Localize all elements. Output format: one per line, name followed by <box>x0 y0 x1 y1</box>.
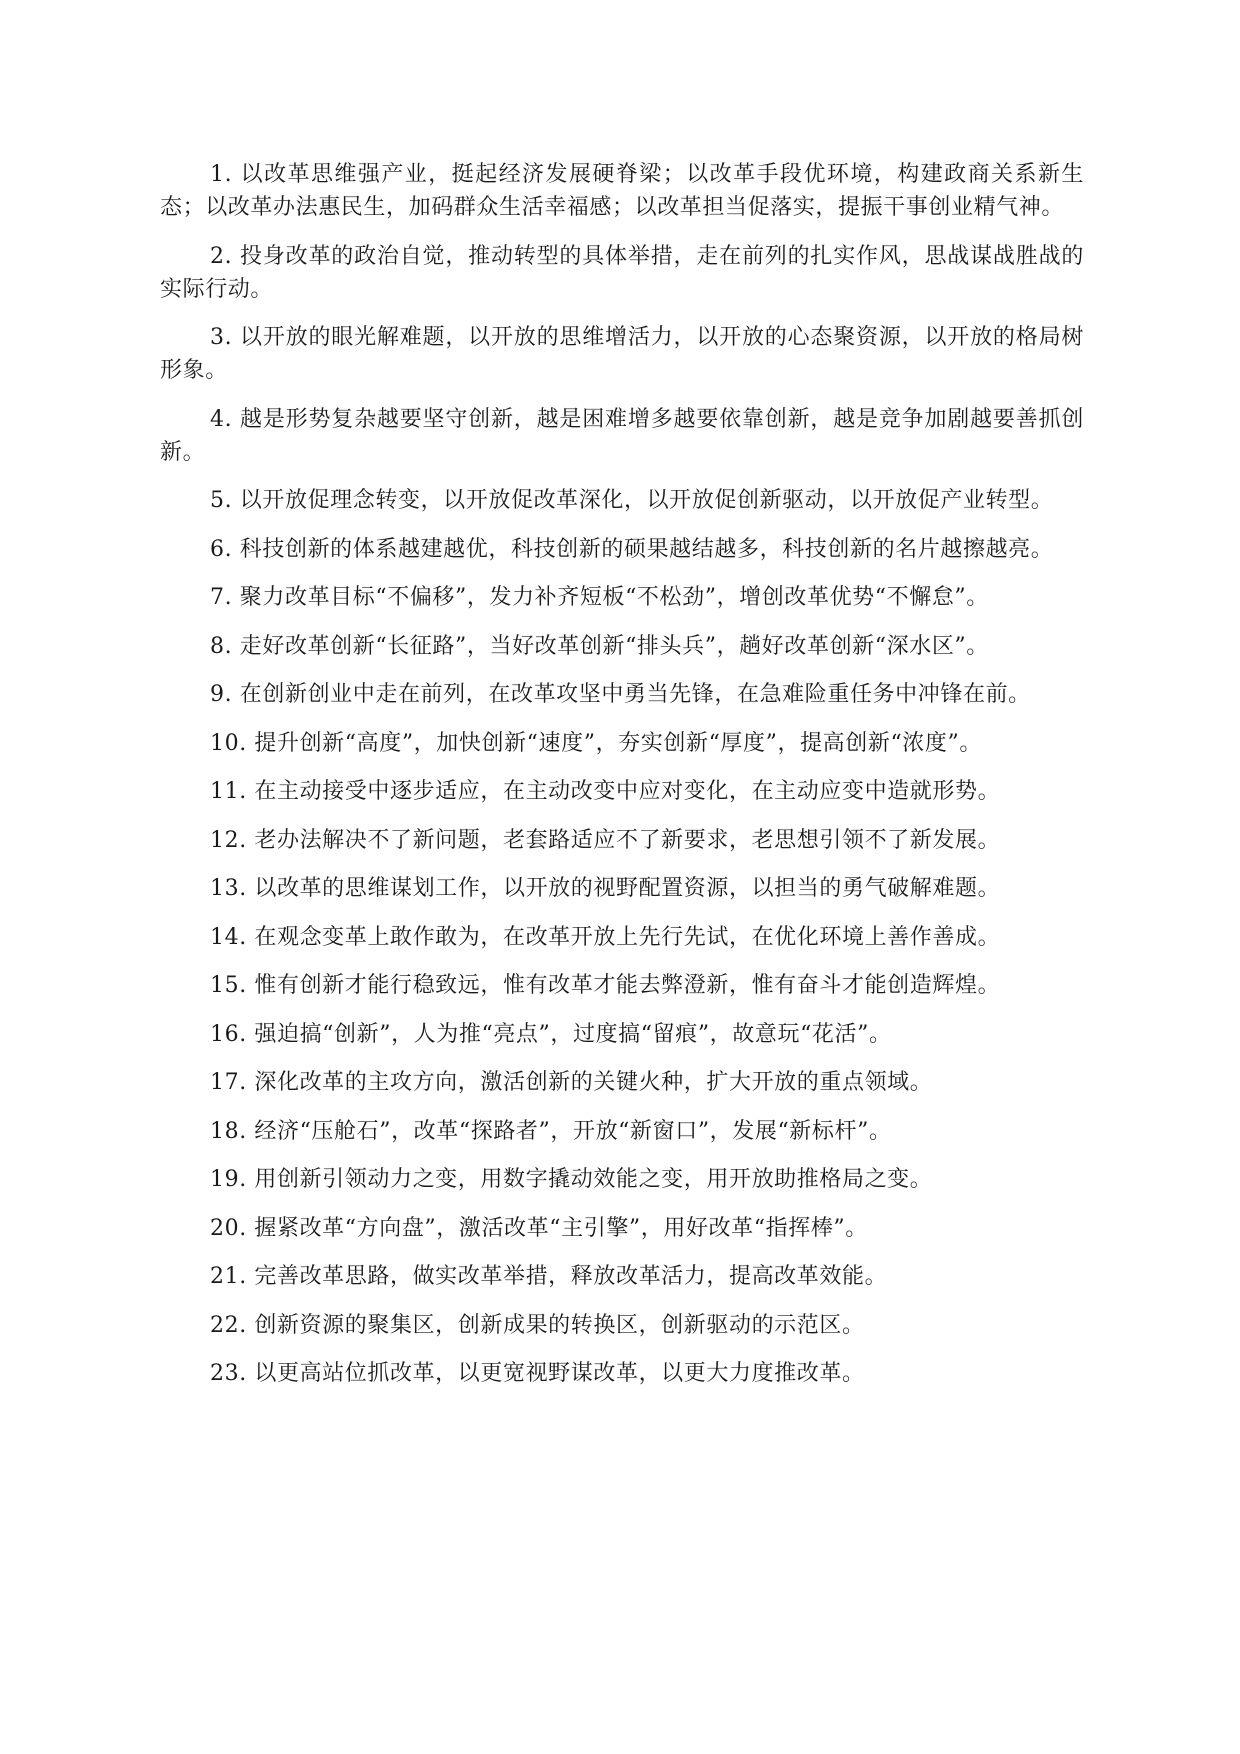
list-item-4: 4. 越是形势复杂越要坚守创新，越是困难增多越要依靠创新，越是竞争加剧越要善抓创新。 <box>160 406 1084 465</box>
list-item-22: 22. 创新资源的聚集区，创新成果的转换区，创新驱动的示范区。 <box>210 1312 865 1338</box>
list-item-11: 11. 在主动接受中逐步适应，在主动改变中应对变化，在主动应变中造就形势。 <box>210 779 1001 804</box>
list-item-1: 1. 以改革思维强产业，挺起经济发展硬脊梁；以改革手段优环境，构建政商关系新生态；以改革办法惠民生，加码群众生活幸福感；以改革担当促落实，提振干事创业精气神。 <box>160 162 1084 220</box>
list-item-3: 3. 以开放的眼光解难题，以开放的思维增活力，以开放的心态聚资源，以开放的格局树形象。 <box>160 325 1084 383</box>
list-item-17: 17. 深化改革的主攻方向，激活创新的关键火种，扩大开放的重点领域。 <box>210 1070 933 1095</box>
list-item-2: 2. 投身改革的政治自觉，推动转型的具体举措，走在前列的扎实作风，思战谋战胜战的实际行动。 <box>160 243 1084 302</box>
list-item-6: 6. 科技创新的体系越建越优，科技创新的硕果越结越多，科技创新的名片越擦越亮。 <box>210 536 1054 562</box>
list-item-8: 8. 走好改革创新“长征路”，当好改革创新“排头兵”，趟好改革创新“深水区”。 <box>210 633 989 659</box>
list-item-21: 21. 完善改革思路，做实改革举措，释放改革活力，提高改革效能。 <box>210 1264 888 1289</box>
list-item-20: 20. 握紧改革“方向盘”，激活改革“主引擎”，用好改革“指挥棒”。 <box>210 1215 868 1241</box>
list-item-9: 9. 在创新创业中走在前列，在改革攻坚中勇当先锋，在急难险重任务中冲锋在前。 <box>210 682 1031 707</box>
list-item-13: 13. 以改革的思维谋划工作，以开放的视野配置资源，以担当的勇气破解难题。 <box>210 876 1001 901</box>
list-item-19: 19. 用创新引领动力之变，用数字撬动效能之变，用开放助推格局之变。 <box>210 1167 933 1192</box>
list-item-14: 14. 在观念变革上敢作敢为，在改革开放上先行先试，在优化环境上善作善成。 <box>210 924 1001 950</box>
list-item-5: 5. 以开放促理念转变，以开放促改革深化，以开放促创新驱动，以开放促产业转型。 <box>210 488 1054 513</box>
document-page <box>160 158 1084 1406</box>
list-item-15: 15. 惟有创新才能行稳致远，惟有改革才能去弊澄新，惟有奋斗才能创造辉煌。 <box>210 973 1001 998</box>
list-item-10: 10. 提升创新“高度”，加快创新“速度”，夯实创新“厚度”，提高创新“浓度”。 <box>210 730 982 756</box>
list-item-16: 16. 强迫搞“创新”，人为推“亮点”，过度搞“留痕”，故意玩“花活”。 <box>210 1021 892 1047</box>
list-item-12: 12. 老办法解决不了新问题，老套路适应不了新要求，老思想引领不了新发展。 <box>210 827 1001 853</box>
list-item-23: 23. 以更高站位抓改革，以更宽视野谋改革，以更大力度推改革。 <box>210 1361 865 1386</box>
list-item-18: 18. 经济“压舱石”，改革“探路者”，开放“新窗口”，发展“新标杆”。 <box>210 1118 892 1144</box>
list-item-7: 7. 聚力改革目标“不偏移”，发力补齐短板“不松劲”，增创改革优势“不懈怠”。 <box>210 585 989 610</box>
